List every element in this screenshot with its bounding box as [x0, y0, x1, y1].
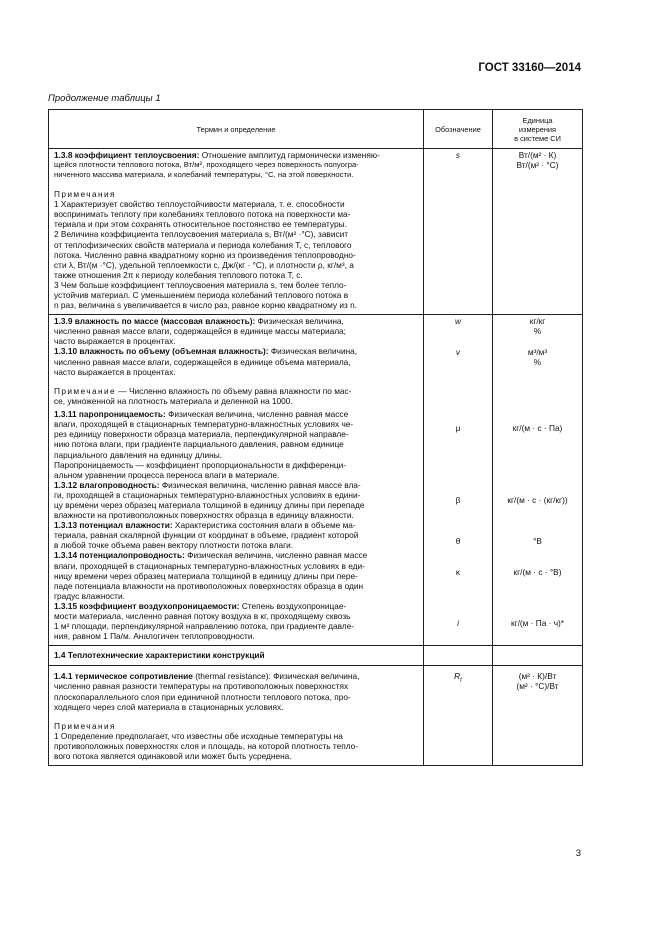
- symbol: μ: [455, 423, 461, 434]
- term-title: 1.3.13 потенциал влажности:: [54, 520, 173, 531]
- column-header-term: Термин и определение: [49, 110, 424, 149]
- symbol: i: [457, 618, 459, 629]
- table-continuation-caption: Продолжение таблицы 1: [48, 93, 161, 104]
- unit-cell: кг/кг % м³/м³ % кг/(м · с · Па) кг/(м · с · (кг/кг)) °В кг/(м · с · °В) кг/(м · Па · ч)*: [493, 315, 583, 646]
- symbol: κ: [455, 567, 461, 578]
- section-row: [49, 646, 583, 666]
- page-number: 3: [575, 848, 581, 859]
- column-header-unit: Единица измерения в системе СИ: [493, 110, 583, 149]
- notes-title: Примечания: [54, 720, 116, 731]
- unit-cell: (м² · К)/Вт (м² · °С)/Вт: [493, 666, 583, 766]
- symbol: w: [455, 316, 461, 327]
- table-row: [49, 315, 583, 646]
- term-title: 1.3.8 коэффициент теплоусвоения:: [54, 150, 200, 160]
- symbol: s: [455, 150, 461, 160]
- symbol: $R_t$: [454, 671, 462, 685]
- notes-title: Примечания: [54, 189, 116, 200]
- column-header-symbol: Обозначение: [424, 110, 493, 149]
- table-row: [49, 666, 583, 766]
- term-title: 1.3.12 влагопроводность:: [54, 479, 160, 490]
- symbol: β: [455, 495, 461, 506]
- symbol: θ: [455, 536, 461, 547]
- section-heading: 1.4 Теплотехнические характеристики конструкций: [54, 650, 265, 661]
- term-cell: 1.3.9 влажность по массе (массовая влажность): Физическая величина, численно равная массе влаги, содержащейся в единице массы материала; часто выражается в процентах. 1.3.10 влажность по объему (объемная влажность): Физическая величина, численно равная массе влаги, содержащейся в единице объема материала, часто выражается в процентах. Примечание — Численно влажность по объему равна влажности по мас- се, умноженной на плотность материала и деленной на 1000. 1.3.11 паропроницаемость: Физическая величина, численно равная массе влаги, проходящей в стационарных температурно-влажностных условиях че- рез единицу поверхности образца материала, перпендикулярной направле- нию потока влаги, при градиенте парциального давления, равном единице парциального давления на единицу длины. Паропроницаемость — коэффициент пропорциональности в дифференци- альном уравнении процесса переноса влаги в материале. 1.3.12 влагопроводность: Физическая величина, численно равная массе вла- ги, проходящей в стационарных температурно-влажностных условиях в едини- цу времени через образец материала толщиной в единицу длины при перепаде влажности на противоположных поверхностях образца в единицу влажности. 1.3.13 потенциал влажности: Характеристика состояния влаги в объеме ма- териала, равная скалярной функции от координат в объеме, градиент которой в любой точке объема равен вектору плотности потока влаги. 1.3.14 потенциалопроводность: Физическая величина, численно равная массе влаги, проходящей в стационарных температурно-влажностных условиях в еди- ницу времени через образец материала толщиной в единицу длины при пере- паде потенциала влажности на противоположных поверхностях образца в один градус влажности. 1.3.15 коэффициент воздухопроницаемости: Степень воздухопроницае- мости материала, численно равная потоку воздуха в кг, проходящему сквозь 1 м² площади, перпендикулярной направлению потока, при градиенте давле- ния, равном 1 Па/м. Аналогичен теплопроводности.: [49, 315, 424, 646]
- symbol-cell: [424, 149, 493, 315]
- term-title: 1.3.9 влажность по массе (массовая влажность):: [54, 316, 256, 327]
- term-cell: 1.3.8 коэффициент теплоусвоения: Отношение амплитуд гармонически изменяю- щейся плотности теплового потока, Вт/м², проходящего через поверхность полуогра- ниченного массива материала, и колебаний температуры, °С, на этой поверхности. Примечания 1 Характеризует свойство теплоустойчивости материала, т. е. способности воспринимать теплоту при колебаниях теплового потока на поверхности ма- териала и при этом сохранять относительное постоянство ее температуры. 2 Величина коэффициента теплоусвоения материала s, Вт/(м² ·°С), зависит от теплофизических свойств материала и периода колебания Т, с, теплового потока. Численно равна квадратному корню из произведения теплопроводно- сти λ, Вт/(м ·°С), удельной теплоемкости с, Дж/(кг · °С), и плотности ρ, кг/м³, а также отношения 2π к периоду колебания теплового потока Т, с. 3 Чем больше коэффициент теплоусвоения материала s, тем более тепло- устойчив материал. С уменьшением периода колебаний теплового потока в n раз, величина s увеличивается в число раз, равное корню квадратному из n.: [49, 149, 424, 315]
- note-label: Примечание: [54, 385, 117, 396]
- section-heading-cell: [49, 646, 424, 666]
- table-header-row: [49, 110, 583, 149]
- unit-cell: Вт/(м² · К) Вт/(м² · °С): [493, 149, 583, 315]
- term-title: 1.3.15 коэффициент воздухопроницаемости:: [54, 600, 240, 611]
- standard-number: ГОСТ 33160—2014: [478, 62, 581, 74]
- term-title: 1.3.14 потенциалопроводность:: [54, 550, 185, 561]
- term-title: 1.4.1 термическое сопротивление: [54, 671, 193, 682]
- symbol: v: [455, 347, 461, 358]
- table-row: [49, 149, 583, 315]
- symbol-cell: [424, 315, 493, 646]
- term-title: 1.3.11 паропроницаемость:: [54, 409, 166, 420]
- term-title: 1.3.10 влажность по объему (объемная влажность):: [54, 346, 269, 357]
- term-cell: 1.4.1 термическое сопротивление (thermal resistance): Физическая величина, численно равная разности температуры на противоположных поверхностях плоскопараллельного слоя при единичной плотности теплового потока, про- ходящего через слой материала в стационарных условиях. Примечания 1 Определение предполагает, что известны обе исходные температуры на противоположных поверхностях слоя и площадь, на которой плотность тепло- вого потока является одинаковой или может быть усреднена.: [49, 666, 424, 766]
- definitions-table: [48, 109, 583, 766]
- symbol-cell: [424, 666, 493, 766]
